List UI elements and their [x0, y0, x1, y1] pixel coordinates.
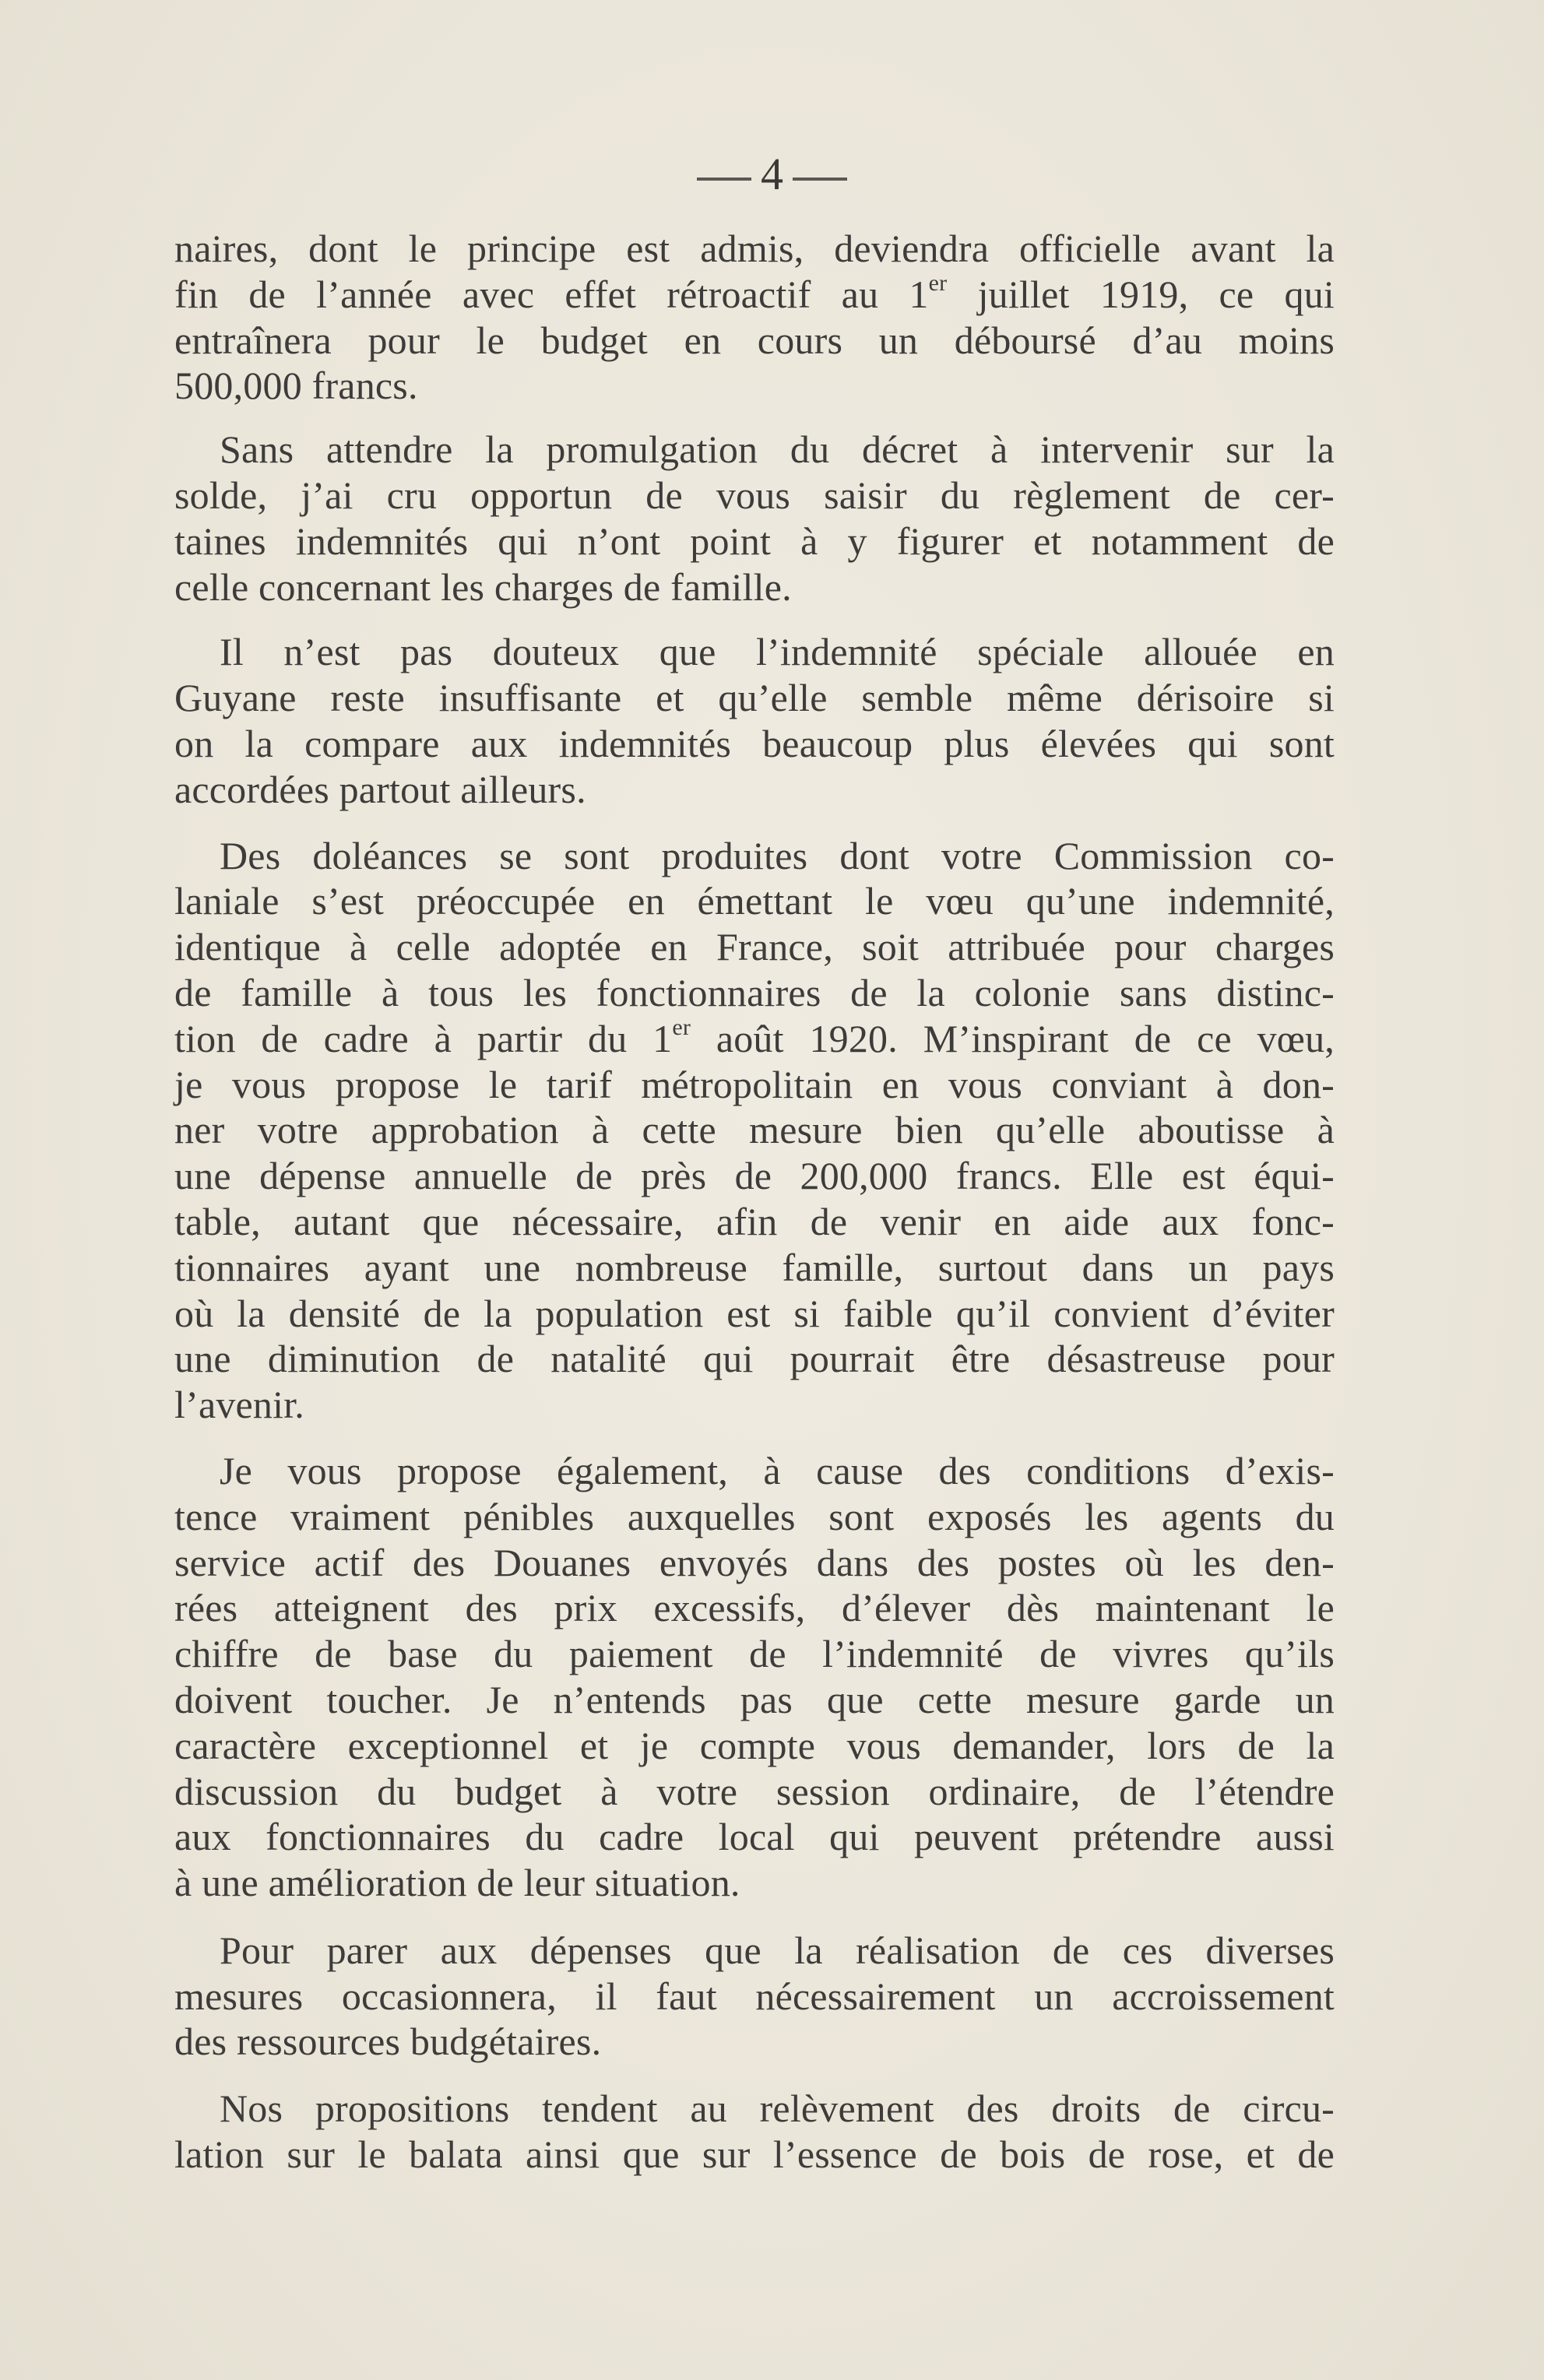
text-line: rées atteignent des prix excessifs, d’élever dès maintenant le: [174, 1586, 1335, 1630]
text-line: solde, j’ai cru opportun de vous saisir du règlement de cer-: [174, 473, 1335, 517]
text-line: naires, dont le principe est admis, deviendra officielle avant la: [174, 227, 1335, 270]
text-line: ner votre approbation à cette mesure bien qu’elle aboutisse à: [174, 1108, 1335, 1152]
text-line: Il n’est pas douteux que l’indemnité spéciale allouée en: [220, 630, 1335, 674]
paragraph: [174, 427, 1335, 610]
body-text: [174, 226, 1335, 2195]
text-line: caractère exceptionnel et je compte vous demander, lors de la: [174, 1723, 1335, 1767]
text-line: accordées partout ailleurs.: [174, 767, 586, 811]
paragraph: [174, 2086, 1335, 2178]
text-line: tion de cadre à partir du 1er août 1920. M’inspirant de ce vœu,: [174, 1014, 1335, 1060]
text-line: Pour parer aux dépenses que la réalisation de ces diverses: [220, 1928, 1335, 1972]
page-header: [0, 149, 1544, 199]
text-line: Nos propositions tendent au relèvement des droits de circu-: [220, 2086, 1335, 2131]
paragraph: [174, 833, 1335, 1428]
paragraph: [174, 1448, 1335, 1906]
text-line: 500,000 francs.: [174, 364, 418, 408]
text-line: discussion du budget à votre session ordinaire, de l’étendre: [174, 1769, 1335, 1813]
text-line: chiffre de base du paiement de l’indemnité de vivres qu’ils: [174, 1632, 1335, 1676]
text-line: une dépense annuelle de près de 200,000 francs. Elle est équi-: [174, 1154, 1335, 1198]
text-line: identique à celle adoptée en France, soit attribuée pour charges: [174, 925, 1335, 969]
text-line: aux fonctionnaires du cadre local qui peuvent prétendre aussi: [174, 1815, 1335, 1859]
text-line: doivent toucher. Je n’entends pas que cette mesure garde un: [174, 1677, 1335, 1721]
text-line: on la compare aux indemnités beaucoup plus élevées qui sont: [174, 721, 1335, 765]
text-line: tence vraiment pénibles auxquelles sont exposés les agents du: [174, 1494, 1335, 1538]
text-line: où la densité de la population est si faible qu’il convient d’éviter: [174, 1291, 1335, 1335]
text-line: fin de l’année avec effet rétroactif au 1er juillet 1919, ce qui: [174, 270, 1335, 316]
text-line: une diminution de natalité qui pourrait être désastreuse pour: [174, 1337, 1335, 1381]
text-line: celle concernant les charges de famille.: [174, 564, 792, 609]
header-dash-right: [793, 178, 847, 181]
text-line: Je vous propose également, à cause des conditions d’exis-: [220, 1448, 1335, 1492]
header-dash-left: [697, 178, 751, 181]
text-line: table, autant que nécessaire, afin de venir en aide aux fonc-: [174, 1199, 1335, 1243]
page-number: 4: [761, 149, 783, 199]
text-line: l’avenir.: [174, 1383, 305, 1427]
text-line: de famille à tous les fonctionnaires de la colonie sans distinc-: [174, 970, 1335, 1014]
text-line: entraînera pour le budget en cours un déboursé d’au moins: [174, 318, 1335, 362]
paragraph: [174, 629, 1335, 812]
paragraph: [174, 226, 1335, 409]
text-line: laniale s’est préoccupée en émettant le vœu qu’une indemnité,: [174, 879, 1335, 923]
text-line: mesures occasionnera, il faut nécessairement un accroissement: [174, 1974, 1335, 2018]
text-line: des ressources budgétaires.: [174, 2020, 602, 2064]
text-line: tionnaires ayant une nombreuse famille, surtout dans un pays: [174, 1245, 1335, 1289]
text-line: taines indemnités qui n’ont point à y figurer et notamment de: [174, 519, 1335, 563]
text-line: service actif des Douanes envoyés dans des postes où les den-: [174, 1540, 1335, 1584]
text-line: à une amélioration de leur situation.: [174, 1861, 740, 1905]
text-line: Guyane reste insuffisante et qu’elle semble même dérisoire si: [174, 676, 1335, 720]
text-line: Sans attendre la promulgation du décret à intervenir sur la: [220, 427, 1335, 472]
paragraph: [174, 1928, 1335, 2065]
text-line: Des doléances se sont produites dont votre Commission co-: [220, 833, 1335, 877]
text-line: je vous propose le tarif métropolitain en vous conviant à don-: [174, 1062, 1335, 1106]
text-line: lation sur le balata ainsi que sur l’essence de bois de rose, et de: [174, 2132, 1335, 2177]
